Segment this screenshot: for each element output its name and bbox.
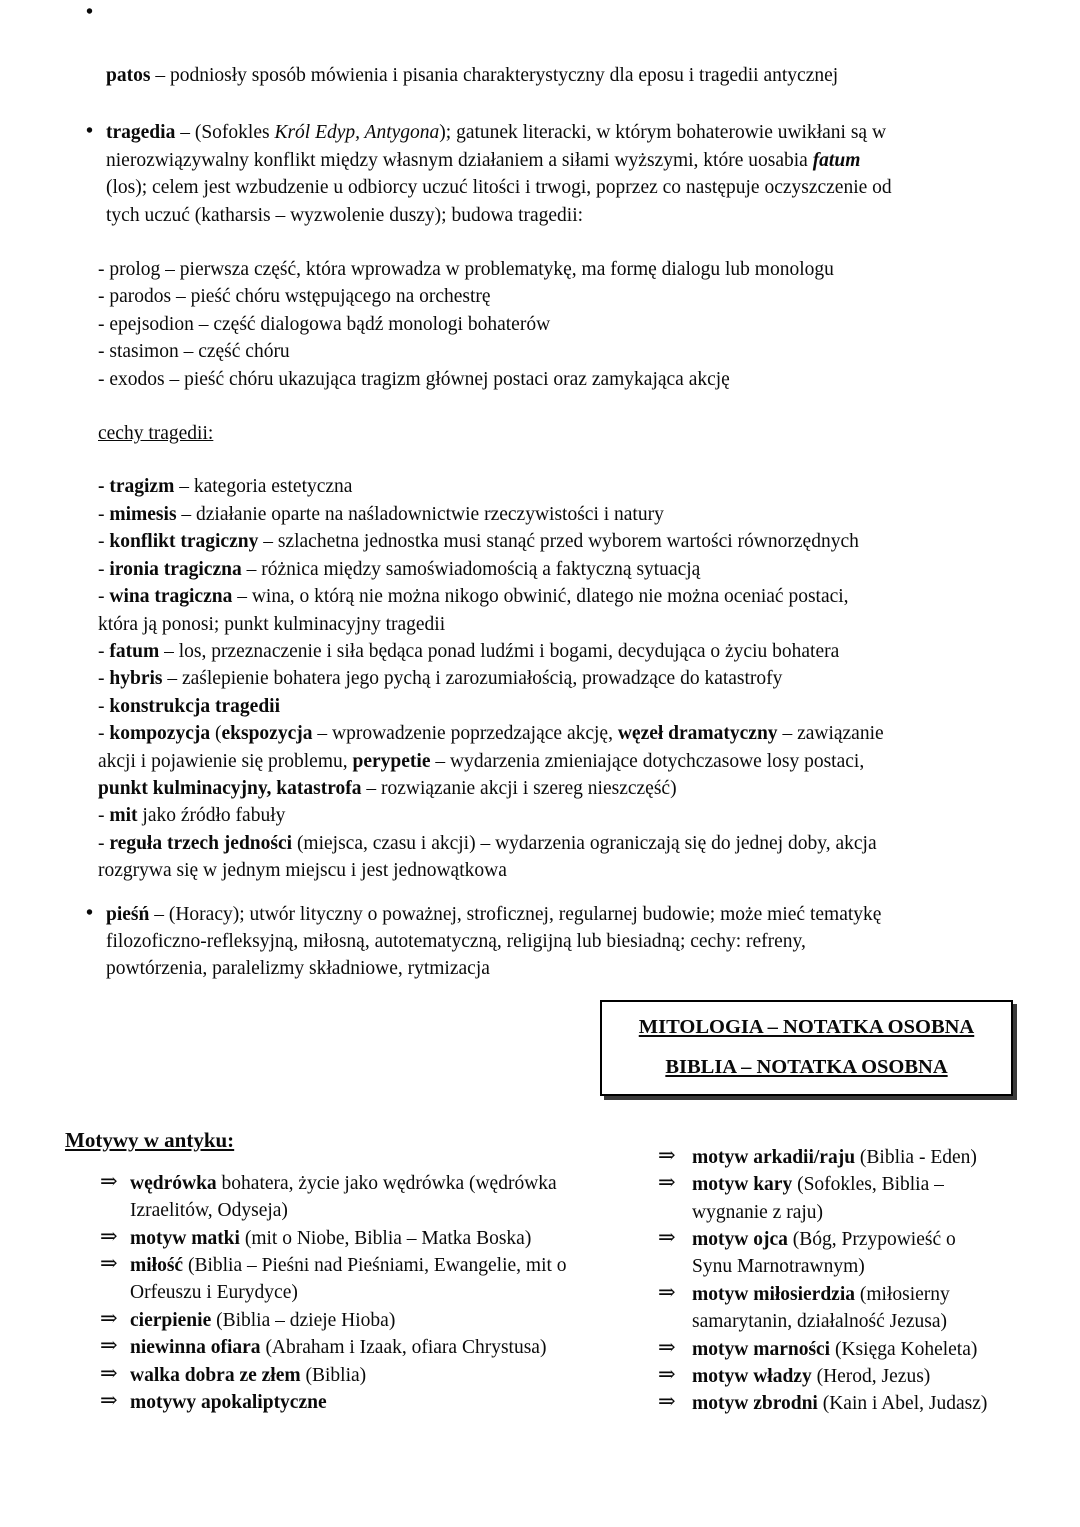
motif-item-arkadii-raju: [658, 1144, 1040, 1171]
double-arrow-icon: ⇒: [100, 1223, 118, 1248]
double-arrow-icon: ⇒: [658, 1334, 676, 1359]
motif-text: motyw ojca (Bóg, Przypowieść o Synu Marnotrawnym): [692, 1229, 956, 1278]
bullet-item-patos: [86, 0, 1036, 89]
motif-text: motyw kary (Sofokles, Biblia – wygnanie z raju): [692, 1174, 944, 1223]
motif-item-niewinna-ofiara: [100, 1334, 595, 1361]
double-arrow-icon: ⇒: [100, 1360, 118, 1385]
tragedia-definition: tragedia – (Sofokles Król Edyp, Antygona); gatunek literacki, w którym bohaterowie uwikłani są w nierozwiązywalny konflikt między własnym działaniem a siłami wyższymi, które uosabia fatum (los); celem jest wzbudzenie u odbiorcy uczuć litości i trwogi, poprzez co następuje oczyszczenie od tych uczuć (katharsis – wyzwolenie duszy); budowa tragedii:: [106, 122, 892, 226]
tragedy-features-heading: cechy tragedii:: [98, 423, 214, 445]
double-arrow-icon: ⇒: [100, 1388, 118, 1413]
bullet-marker-icon: •: [86, 1, 94, 23]
double-arrow-icon: ⇒: [100, 1305, 118, 1330]
feature-item-regula-trzech-jednosci: - reguła trzech jedności (miejsca, czasu i akcji) – wydarzenia ograniczają się do jednej doby, akcja rozgrywa się w jednym miejscu i jest jednowątkowa: [98, 832, 877, 882]
motif-item-apokaliptyczne: [100, 1389, 595, 1416]
feature-item-wina-tragiczna: - wina tragiczna – wina, o którą nie można nikogo obwinić, dlatego nie można oceniać postaci, która ją ponosi; punkt kulminacyjny tragedii: [98, 586, 849, 635]
motif-item-marnosci: [658, 1336, 1040, 1363]
motif-item-cierpienie: [100, 1307, 595, 1334]
notes-box: [600, 1000, 1013, 1096]
motif-text: motyw miłosierdzia (miłosierny samarytanin, działalność Jezusa): [692, 1283, 950, 1333]
motif-item-ojca: [658, 1226, 1040, 1281]
motifs-right-column: [658, 1144, 1040, 1418]
biblia-note-title: BIBLIA – NOTATKA OSOBNA: [665, 1055, 948, 1078]
feature-item-mimesis: - mimesis – działanie oparte na naśladownictwie rzeczywistości i natury: [98, 503, 664, 525]
motif-item-zbrodni: [658, 1390, 1040, 1417]
motif-text: wędrówka bohatera, życie jako wędrówka (wędrówka Izraelitów, Odyseja): [130, 1172, 557, 1222]
feature-item-hybris: - hybris – zaślepienie bohatera jego pychą i zarozumiałością, prowadzące do katastrofy: [98, 668, 783, 690]
motif-item-motyw-matki: [100, 1225, 595, 1252]
motif-item-wedrowka: [100, 1170, 595, 1225]
motif-item-wladzy: [658, 1363, 1040, 1390]
tragedy-structure-item: - parodos – pieść chóru wstępującego na orchestrę: [98, 286, 491, 308]
double-arrow-icon: ⇒: [100, 1168, 118, 1193]
motifs-section: [0, 1126, 1080, 1418]
motif-text: motyw zbrodni (Kain i Abel, Judasz): [692, 1393, 988, 1415]
double-arrow-icon: ⇒: [658, 1279, 676, 1304]
motif-item-walka-dobra-ze-zlem: [100, 1362, 595, 1389]
motifs-right-list: [658, 1144, 1040, 1418]
feature-item-konflikt-tragiczny: - konflikt tragiczny – szlachetna jednostka musi stanąć przed wyborem wartości równorzędnych: [98, 531, 859, 553]
motif-text: niewinna ofiara (Abraham i Izaak, ofiara Chrystusa): [130, 1337, 547, 1359]
feature-item-ironia-tragiczna: - ironia tragiczna – różnica między samoświadomością a faktyczną sytuacją: [98, 558, 701, 580]
tragedy-structure-item: - epejsodion – część dialogowa bądź monologi bohaterów: [98, 313, 551, 335]
double-arrow-icon: ⇒: [658, 1225, 676, 1249]
double-arrow-icon: ⇒: [658, 1362, 676, 1387]
motif-text: motyw arkadii/raju (Biblia - Eden): [692, 1146, 977, 1168]
double-arrow-icon: ⇒: [100, 1333, 118, 1358]
feature-item-konstrukcja: - konstrukcja tragedii: [98, 695, 280, 717]
notes-box-row: [0, 1000, 1080, 1096]
tragedy-structure-item: - stasimon – część chóru: [98, 341, 290, 363]
motifs-heading: Motywy w antyku:: [65, 1127, 235, 1152]
motif-text: motyw władzy (Herod, Jezus): [692, 1366, 931, 1388]
motif-text: miłość (Biblia – Pieśni nad Pieśniami, Ewangelie, mit o Orfeuszu i Eurydyce): [130, 1255, 567, 1304]
feature-item-mit: - mit jako źródło fabuły: [98, 805, 286, 827]
double-arrow-icon: ⇒: [658, 1170, 676, 1195]
motif-text: motyw matki (mit o Niobe, Biblia – Matka Boska): [130, 1227, 532, 1249]
motif-item-kary: [658, 1171, 1040, 1226]
mitologia-note-title: MITOLOGIA – NOTATKA OSOBNA: [638, 1015, 975, 1038]
bullet-item-tragedia: [86, 119, 1036, 229]
patos-definition: patos – podniosły sposób mówienia i pisania charakterystyczny dla eposu i tragedii antycznej: [106, 65, 839, 86]
double-arrow-icon: ⇒: [100, 1251, 118, 1275]
tragedy-features-list: [98, 473, 1028, 884]
tragedy-structure-item: - prolog – pierwsza część, która wprowadza w problematykę, ma formę dialogu lub monologu: [98, 259, 834, 281]
feature-item-kompozycja: - kompozycja (ekspozycja – wprowadzenie poprzedzające akcję, węzeł dramatyczny – zawiązanie akcji i pojawienie się problemu, perypetie – wydarzenia zmieniające dotychczasowe losy postaci, punkt kulminacyjny, katastrofa – rozwiązanie akcji i szereg nieszczęść): [98, 723, 884, 799]
motif-text: cierpienie (Biblia – dzieje Hioba): [130, 1309, 396, 1331]
motif-text: walka dobra ze złem (Biblia): [130, 1364, 367, 1386]
bullet-item-piesn: [86, 901, 1036, 983]
motif-item-milosc: [100, 1252, 595, 1307]
motif-text: motyw marności (Księga Koheleta): [692, 1338, 978, 1360]
feature-item-tragizm: - tragizm – kategoria estetyczna: [98, 476, 353, 498]
motif-text: motywy apokaliptyczne: [130, 1392, 327, 1414]
motif-item-milosierdzia: [658, 1281, 1040, 1336]
motifs-left-column: [65, 1126, 595, 1417]
double-arrow-icon: ⇒: [658, 1142, 676, 1167]
bullet-marker-icon: •: [86, 120, 94, 143]
feature-item-fatum: - fatum – los, przeznaczenie i siła będąca ponad ludźmi i bogami, decydująca o życiu bohatera: [98, 640, 840, 662]
motifs-left-list: [100, 1170, 595, 1417]
tragedy-structure-item: - exodos – pieść chóru ukazująca tragizm głównej postaci oraz zamykająca akcję: [98, 368, 730, 390]
double-arrow-icon: ⇒: [658, 1389, 676, 1414]
tragedy-structure-list: [98, 256, 1028, 393]
piesn-definition: pieśń – (Horacy); utwór lityczny o poważnej, stroficznej, regularnej budowie; może mieć tematykę filozoficzno-refleksyjną, miłosną, autotematyczną, religijną lub biesiadną; cechy: refreny, powtórzenia, paralelizmy składniowe, rytmizacja: [106, 903, 882, 980]
bullet-marker-icon: •: [86, 901, 94, 924]
